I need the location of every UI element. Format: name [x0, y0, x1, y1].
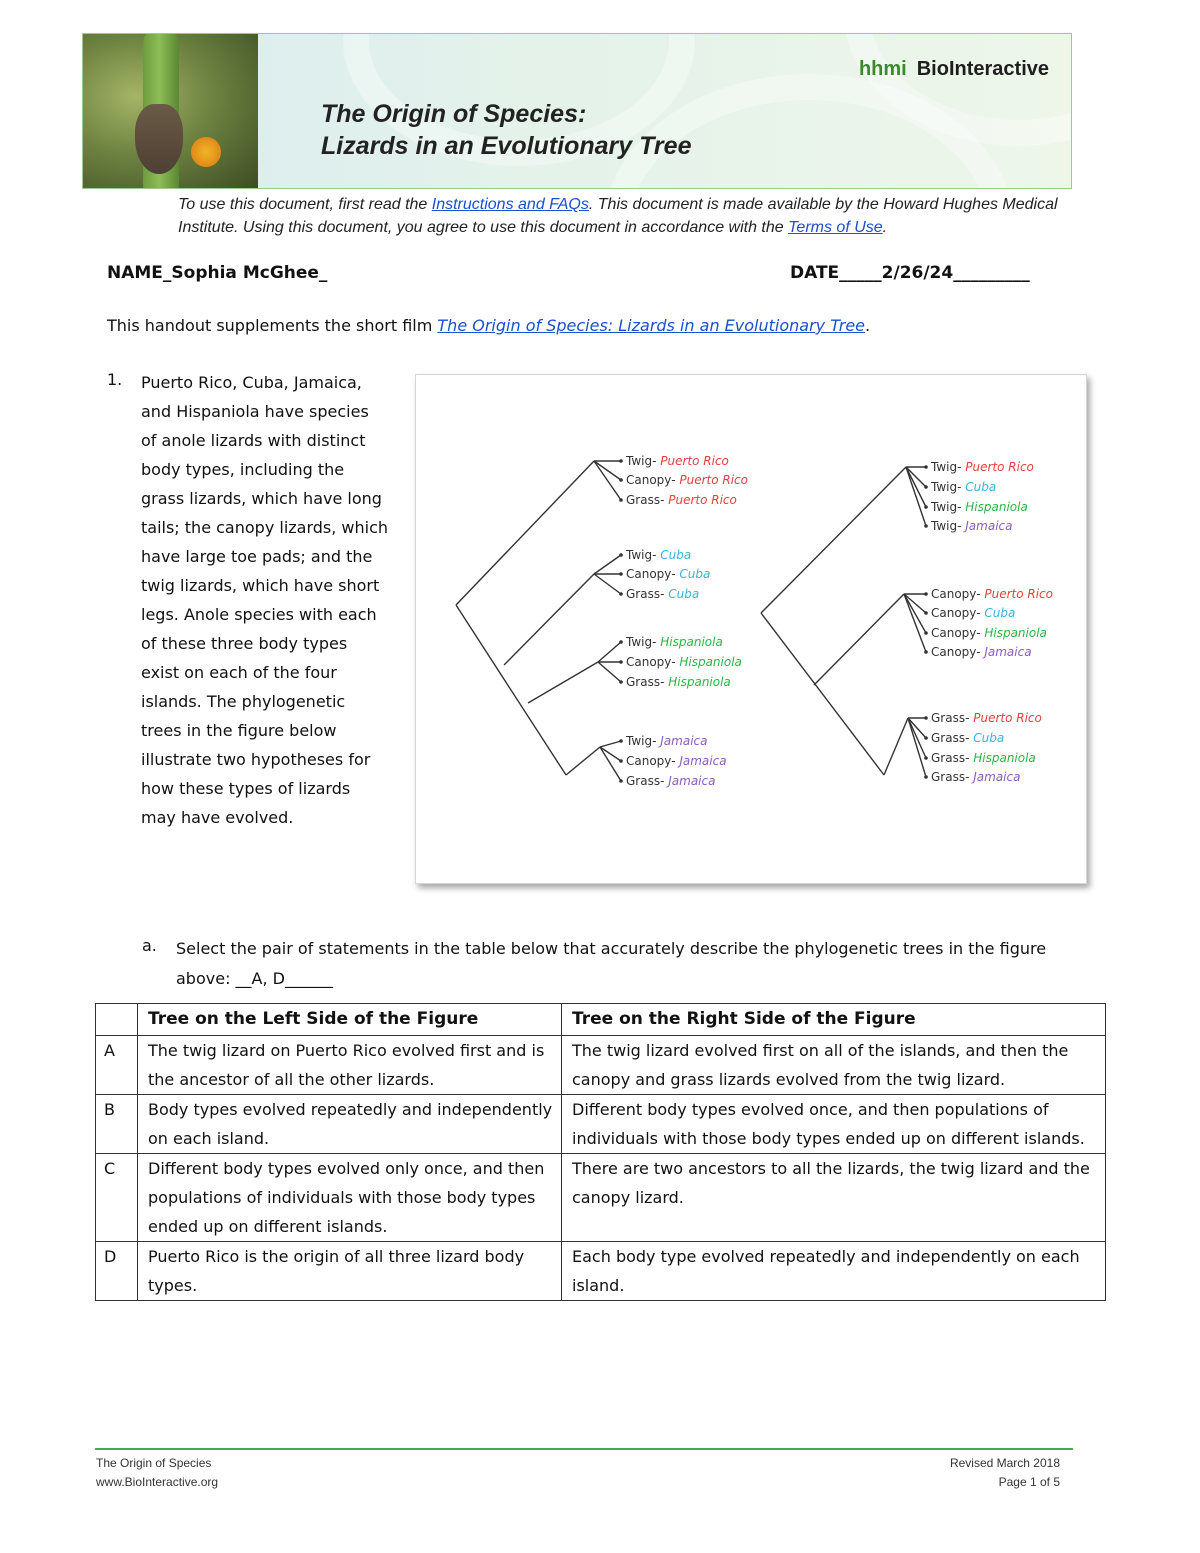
left-tree-label-2: Grass- Puerto Rico	[626, 493, 737, 507]
right-tree-label-3: Twig- Jamaica	[931, 519, 1013, 533]
row-letter: D	[96, 1242, 138, 1301]
left-tree-label-7: Canopy- Hispaniola	[626, 655, 742, 669]
left-tree-label-4: Canopy- Cuba	[626, 567, 711, 581]
intro-text-3: .	[882, 219, 888, 236]
left-tree-tip-branch	[598, 642, 621, 662]
tip-node	[924, 756, 928, 760]
tip-node	[619, 739, 623, 743]
student-name-field[interactable]: NAME_Sophia McGhee_	[107, 263, 328, 283]
right-tree-branch	[884, 718, 908, 775]
anole-lizard-photo	[83, 34, 258, 189]
tip-node	[619, 779, 623, 783]
tip-node	[924, 505, 928, 509]
tip-node	[924, 775, 928, 779]
tip-node	[619, 759, 623, 763]
left-tree-tip-branch	[594, 461, 621, 480]
tip-node	[619, 660, 623, 664]
handout-note	[107, 316, 870, 335]
left-tree-label-5: Grass- Cuba	[626, 587, 700, 601]
header-letter	[96, 1004, 138, 1036]
tip-node	[924, 716, 928, 720]
tip-node	[924, 592, 928, 596]
row-right-statement: There are two ancestors to all the lizards, the twig lizard and the canopy lizard.	[562, 1154, 1106, 1242]
left-tree-tip-branch	[600, 747, 621, 761]
statements-table	[95, 1003, 1106, 1301]
row-left-statement: Puerto Rico is the origin of all three lizard body types.	[138, 1242, 562, 1301]
row-left-statement: Body types evolved repeatedly and independently on each island.	[138, 1095, 562, 1154]
right-tree-label-10: Grass- Hispaniola	[931, 751, 1036, 765]
left-tree-label-11: Grass- Jamaica	[626, 774, 716, 788]
table-header-row	[96, 1004, 1106, 1036]
tip-node	[619, 592, 623, 596]
right-tree-branch	[761, 613, 884, 775]
question-1-text: Puerto Rico, Cuba, Jamaica, and Hispaniola have species of anole lizards with distinct body types, including the grass lizards, which have long tails; the canopy lizards, which have large toe pads; and the twig lizards, which have short legs. Anole species with each of these three body types exist on each of the four islands. The phylogenetic trees in the figure below illustrate two hypotheses for how these types of lizards may have evolved.	[141, 373, 389, 827]
left-tree-branch	[566, 747, 600, 775]
handout-end: .	[865, 316, 871, 335]
left-tree-branch	[528, 662, 598, 703]
right-tree-tip-branch	[906, 467, 926, 526]
right-tree-label-8: Grass- Puerto Rico	[931, 711, 1042, 725]
left-tree-tip-branch	[594, 461, 621, 500]
row-letter: A	[96, 1036, 138, 1095]
footer-website-link[interactable]: www.BioInteractive.org	[96, 1475, 219, 1489]
left-tree-label-8: Grass- Hispaniola	[626, 675, 731, 689]
footer-page-number: Page 1 of 5	[998, 1475, 1060, 1489]
right-tree-label-9: Grass- Cuba	[931, 731, 1005, 745]
right-tree-label-4: Canopy- Puerto Rico	[931, 587, 1053, 601]
question-a-letter: a.	[142, 936, 157, 955]
film-link[interactable]: The Origin of Species: Lizards in an Evolutionary Tree	[437, 316, 866, 335]
table-row[interactable]	[96, 1036, 1106, 1095]
phylogenetic-trees-svg	[416, 375, 1086, 883]
left-tree-tip-branch	[600, 747, 621, 781]
handout-text: This handout supplements the short film	[107, 316, 438, 335]
tip-node	[619, 459, 623, 463]
left-tree-label-10: Canopy- Jamaica	[626, 754, 727, 768]
footer-left	[96, 1454, 218, 1492]
table-row[interactable]	[96, 1095, 1106, 1154]
tip-node	[924, 736, 928, 740]
row-right-statement: The twig lizard evolved first on all of the islands, and then the canopy and grass lizards evolved from the twig lizard.	[562, 1036, 1106, 1095]
left-tree-label-6: Twig- Hispaniola	[626, 635, 723, 649]
document-title	[321, 98, 691, 162]
right-tree-tip-branch	[906, 467, 926, 507]
row-letter: B	[96, 1095, 138, 1154]
right-tree-branch	[814, 594, 904, 685]
intro-paragraph	[178, 193, 1098, 239]
row-left-statement: Different body types evolved only once, and then populations of individuals with those body types ended up on different islands.	[138, 1154, 562, 1242]
logo-biointeractive: BioInteractive	[916, 58, 1049, 80]
header-right-tree: Tree on the Right Side of the Figure	[562, 1004, 1106, 1036]
footer-doc-name: The Origin of Species	[96, 1456, 212, 1470]
tip-node	[619, 498, 623, 502]
right-tree-label-11: Grass- Jamaica	[931, 770, 1021, 784]
terms-of-use-link[interactable]: Terms of Use	[788, 219, 883, 236]
tip-node	[619, 553, 623, 557]
right-tree-label-6: Canopy- Hispaniola	[931, 626, 1047, 640]
left-tree-branch	[504, 574, 594, 665]
left-tree-tip-branch	[598, 662, 621, 682]
left-tree-tip-branch	[594, 574, 621, 594]
title-line-1: The Origin of Species:	[321, 100, 587, 128]
date-field[interactable]: DATE_____2/26/24_________	[790, 263, 1030, 283]
right-tree-tip-branch	[904, 594, 926, 633]
row-letter: C	[96, 1154, 138, 1242]
tip-node	[619, 640, 623, 644]
left-tree-tip-branch	[600, 741, 621, 747]
hhmi-biointeractive-logo[interactable]	[859, 58, 1049, 81]
intro-text-2: . This document is made available by the Howard Hughes Medical Institute. Using this document, you agree to use this document in accordance with the	[178, 196, 1058, 236]
question-1-number: 1.	[107, 370, 123, 389]
right-tree-label-2: Twig- Hispaniola	[931, 500, 1028, 514]
instructions-faqs-link[interactable]: Instructions and FAQs	[431, 196, 589, 213]
title-line-2: Lizards in an Evolutionary Tree	[321, 132, 692, 160]
tip-node	[924, 485, 928, 489]
tip-node	[619, 478, 623, 482]
tip-node	[924, 631, 928, 635]
left-tree-label-9: Twig- Jamaica	[626, 734, 708, 748]
footer-revised: Revised March 2018	[949, 1456, 1060, 1470]
intro-text-1: To use this document, first read the	[178, 196, 432, 213]
right-tree-label-0: Twig- Puerto Rico	[931, 460, 1034, 474]
left-tree-branch	[456, 461, 594, 605]
header-left-tree: Tree on the Left Side of the Figure	[138, 1004, 562, 1036]
question-a-text[interactable]: Select the pair of statements in the table below that accurately describe the phylogenetic trees in the figure above: __A, D______	[176, 939, 1047, 988]
right-tree-label-1: Twig- Cuba	[931, 480, 997, 494]
logo-hhmi: hhmi	[858, 58, 907, 80]
header-banner	[82, 33, 1072, 189]
table-row[interactable]	[96, 1242, 1106, 1301]
footer-divider	[95, 1448, 1073, 1450]
table-row[interactable]	[96, 1154, 1106, 1242]
tip-node	[924, 650, 928, 654]
phylogenetic-trees-figure	[415, 374, 1087, 884]
tip-node	[619, 572, 623, 576]
row-right-statement: Each body type evolved repeatedly and independently on each island.	[562, 1242, 1106, 1301]
left-tree-label-1: Canopy- Puerto Rico	[626, 473, 748, 487]
footer-right	[900, 1454, 1060, 1492]
tip-node	[924, 524, 928, 528]
right-tree-label-5: Canopy- Cuba	[931, 606, 1016, 620]
right-tree-tip-branch	[908, 718, 926, 758]
tip-node	[924, 465, 928, 469]
left-tree-tip-branch	[594, 555, 621, 574]
tip-node	[619, 680, 623, 684]
left-tree-label-0: Twig- Puerto Rico	[626, 454, 729, 468]
tip-node	[924, 611, 928, 615]
left-tree-label-3: Twig- Cuba	[626, 548, 692, 562]
row-left-statement: The twig lizard on Puerto Rico evolved first and is the ancestor of all the other lizards.	[138, 1036, 562, 1095]
right-tree-branch	[761, 467, 906, 613]
right-tree-tip-branch	[908, 718, 926, 777]
row-right-statement: Different body types evolved once, and then populations of individuals with those body types ended up on different islands.	[562, 1095, 1106, 1154]
right-tree-label-7: Canopy- Jamaica	[931, 645, 1032, 659]
